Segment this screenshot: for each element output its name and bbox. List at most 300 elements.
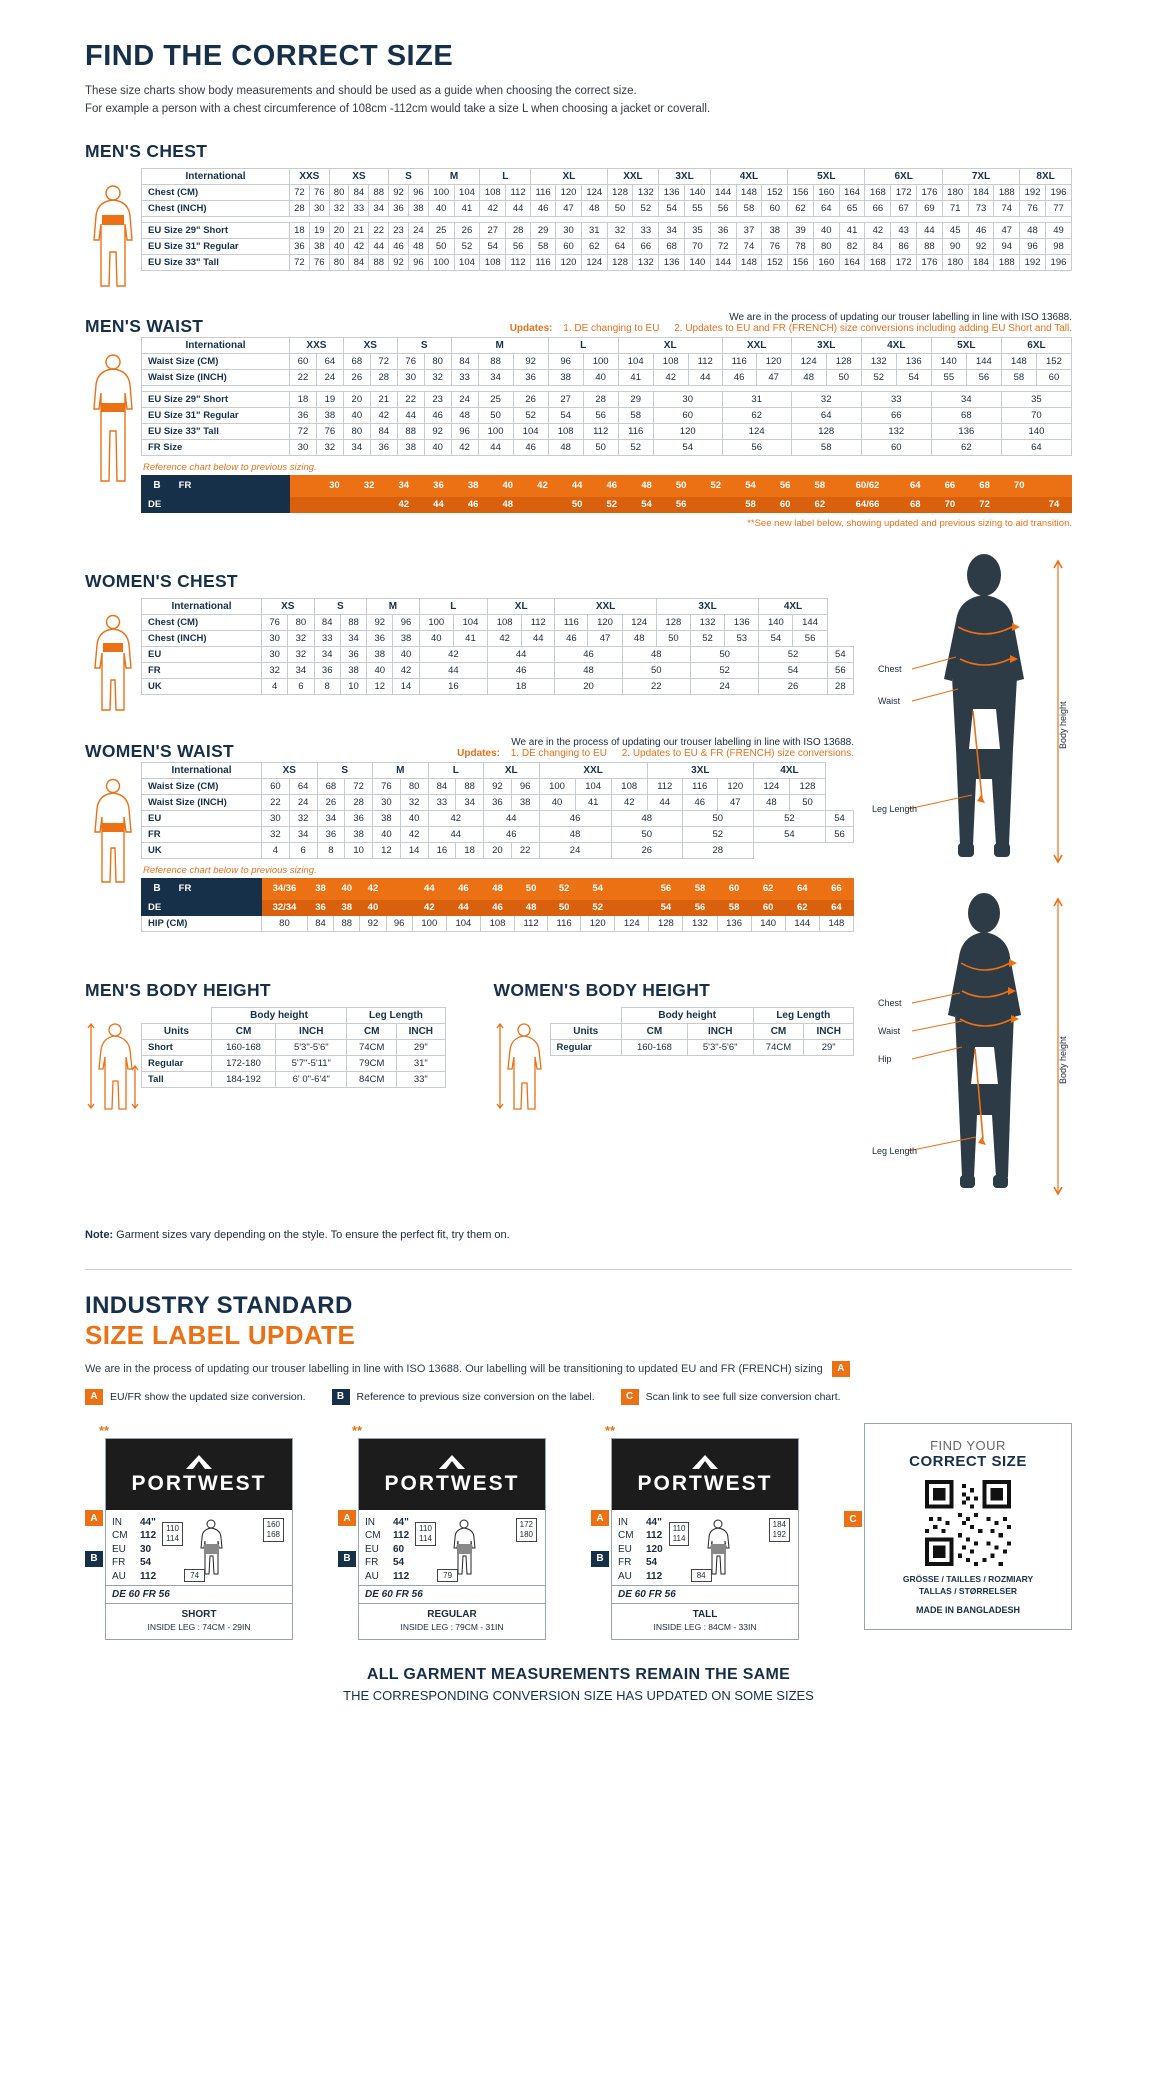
- row-label: Waist Size (CM): [142, 353, 290, 369]
- cell: 108: [653, 353, 688, 369]
- col-3xl: 3XL: [647, 762, 753, 778]
- cell: 54: [733, 475, 768, 496]
- cell: 34: [288, 662, 314, 678]
- photo-label-hip: Hip: [878, 1053, 892, 1064]
- cell: 72: [345, 778, 373, 794]
- cell: 32: [791, 391, 861, 407]
- cell: 60: [717, 878, 751, 899]
- col-s: S: [397, 337, 451, 353]
- cell: 96: [511, 778, 539, 794]
- code-value: 112: [393, 1570, 410, 1582]
- cell: 30: [262, 630, 288, 646]
- cell: 54: [753, 826, 825, 842]
- cell: 12: [373, 842, 401, 858]
- row-label: EU: [142, 646, 262, 662]
- height-value-2: 192: [772, 1529, 786, 1539]
- cell: 36: [513, 369, 548, 385]
- cell: 22: [397, 391, 424, 407]
- col-xxl: XXL: [539, 762, 647, 778]
- cell: 92: [484, 778, 512, 794]
- cell: 30: [556, 222, 582, 238]
- code-value: 112: [646, 1570, 663, 1582]
- cell: 128: [826, 353, 861, 369]
- update-2: 2. Updates to EU & FR (FRENCH) size conversions.: [621, 747, 854, 759]
- cell: 46: [722, 369, 756, 385]
- cell: 25: [428, 222, 454, 238]
- height-value-1: 160: [266, 1519, 280, 1529]
- cell: 46: [594, 475, 629, 496]
- row-label: Waist Size (INCH): [142, 794, 262, 810]
- col-s: S: [389, 168, 429, 184]
- cell: 54: [759, 662, 827, 678]
- model-photos: [872, 549, 1072, 1209]
- cell: 120: [653, 423, 722, 439]
- cell: 90: [942, 238, 968, 254]
- womens-chest-table: [141, 598, 854, 695]
- cell: 120: [756, 353, 791, 369]
- cell: 58: [803, 475, 838, 496]
- table-header-row: [142, 598, 854, 614]
- cell: 40: [583, 369, 618, 385]
- col-4xl: 4XL: [861, 337, 931, 353]
- col-xl: XL: [484, 762, 540, 778]
- cell: 120: [588, 614, 622, 630]
- cell: 24: [690, 678, 758, 694]
- col-international: International: [142, 762, 262, 778]
- cell: 34: [386, 475, 421, 496]
- brand-name: PORTWEST: [637, 1471, 773, 1495]
- col-3xl: 3XL: [659, 168, 711, 184]
- cell: 42: [428, 810, 484, 826]
- cell: 38: [334, 899, 360, 915]
- cell: 60: [262, 778, 290, 794]
- cell: 46: [456, 496, 491, 512]
- badge-c-qr: C: [844, 1511, 862, 1527]
- col-5xl: 5XL: [931, 337, 1001, 353]
- cell: 56: [768, 475, 803, 496]
- cell: [1002, 496, 1037, 512]
- legend-item-a: [85, 1389, 306, 1405]
- cell: 76: [1020, 200, 1046, 216]
- cell: 35: [685, 222, 711, 238]
- cell: 34/36: [262, 878, 308, 899]
- label-fit: [612, 1603, 798, 1639]
- cell: 34: [343, 439, 370, 455]
- cell: 58: [733, 496, 768, 512]
- cell: 38: [511, 794, 539, 810]
- cell: 28: [827, 678, 853, 694]
- female-waist-figure: [85, 762, 141, 891]
- cell: 116: [722, 353, 756, 369]
- cell: 26: [513, 391, 548, 407]
- inside-leg: INSIDE LEG : 74CM - 29IN: [147, 1622, 251, 1633]
- mens-waist-thead: [142, 337, 1072, 353]
- cell: 40: [393, 646, 419, 662]
- cell: 16: [428, 842, 456, 858]
- col-6xl: 6XL: [865, 168, 942, 184]
- cell: 36: [340, 646, 366, 662]
- cell: 54: [659, 200, 685, 216]
- cell: 88: [456, 778, 484, 794]
- cell: 46: [555, 646, 622, 662]
- cell: 38: [456, 475, 491, 496]
- cell: 4: [262, 842, 290, 858]
- cell: 34: [659, 222, 685, 238]
- female-height-figure: [494, 1007, 550, 1116]
- cell: 48: [629, 475, 664, 496]
- cell: 36: [290, 238, 310, 254]
- cell: 52: [698, 475, 733, 496]
- fit-note-text: Garment sizes vary depending on the style. To ensure the perfect fit, try them on.: [113, 1228, 510, 1241]
- table-header-row: [142, 762, 854, 778]
- cell: 36: [290, 407, 317, 423]
- cell: 38: [316, 407, 343, 423]
- cell: 18: [488, 678, 555, 694]
- row-label: UK: [142, 842, 262, 858]
- cell: 42: [400, 826, 428, 842]
- cell: 92: [968, 238, 994, 254]
- cell: 128: [791, 423, 861, 439]
- male-model-illustration: [872, 549, 1072, 879]
- cell: 42: [525, 475, 560, 496]
- row-label: HIP (CM): [142, 915, 262, 931]
- mens-body-height: [85, 958, 446, 1116]
- waist-value-2: 114: [419, 1533, 432, 1543]
- cell: 92: [360, 915, 386, 931]
- cell: 73: [968, 200, 994, 216]
- col-l: L: [428, 762, 484, 778]
- cell: 50: [478, 407, 513, 423]
- cell: 48: [451, 407, 478, 423]
- waist-box: [415, 1522, 436, 1546]
- cell: 74: [736, 238, 762, 254]
- cell: 66: [633, 238, 659, 254]
- male-torso-figure: [85, 168, 141, 292]
- cell: 156: [788, 184, 814, 200]
- cell: 42: [393, 662, 419, 678]
- code-value: 120: [646, 1543, 663, 1555]
- cell: 54: [759, 630, 793, 646]
- cell: 188: [994, 254, 1020, 270]
- cell: 144: [785, 915, 819, 931]
- cell: 44: [560, 475, 595, 496]
- cell: 40: [490, 475, 525, 496]
- cell: 50: [789, 794, 825, 810]
- code-value: 112: [646, 1530, 663, 1542]
- cell: 28: [370, 369, 397, 385]
- table-row: [142, 184, 1072, 200]
- update-2: 2. Updates to EU and FR (FRENCH) size conversions including adding EU Short and Tall.: [674, 322, 1072, 334]
- cell: 46: [389, 238, 409, 254]
- male-waist-icon: [85, 351, 141, 486]
- cell: 56: [583, 407, 618, 423]
- code-key: IN: [618, 1516, 628, 1528]
- cell: 136: [725, 614, 759, 630]
- mens-waist-table-wrap: [141, 337, 1072, 529]
- col-cm-leg: CM: [753, 1023, 804, 1039]
- cell: 38: [345, 826, 373, 842]
- cell: 168: [865, 254, 891, 270]
- section-title-mens-waist: MEN'S WAIST: [85, 315, 204, 336]
- cell: 72: [967, 496, 1002, 512]
- updates-label: Updates:: [457, 747, 500, 759]
- cell: 74: [1037, 496, 1072, 512]
- mens-waist-update-line: We are in the process of updating our trouser labelling in line with ISO 13688.: [729, 311, 1072, 323]
- cell: 164: [839, 254, 865, 270]
- waist-value-1: 110: [166, 1523, 179, 1533]
- cell: 66: [861, 407, 931, 423]
- cell: 48: [622, 646, 690, 662]
- table-row: [142, 1039, 446, 1055]
- label-stars: **: [99, 1422, 110, 1438]
- cell: 40: [419, 630, 453, 646]
- cell: 29": [804, 1039, 854, 1055]
- badge-a: A: [85, 1389, 103, 1405]
- cell: 46: [682, 794, 717, 810]
- waist-value-2: 114: [672, 1533, 686, 1543]
- cell: 18: [290, 391, 317, 407]
- legend-row: [85, 1389, 1072, 1405]
- cell: 26: [759, 678, 827, 694]
- cell: 5'3"-5'6": [276, 1039, 347, 1055]
- cell: 42: [865, 222, 891, 238]
- cell: 124: [791, 353, 826, 369]
- row-label: FR: [142, 826, 262, 842]
- cell: 10: [345, 842, 373, 858]
- cell: 128: [656, 614, 690, 630]
- code-value: 112: [140, 1530, 157, 1542]
- cell: 196: [1045, 254, 1071, 270]
- code-key: AU: [618, 1570, 632, 1582]
- industry-title-line1: INDUSTRY STANDARD: [85, 1291, 353, 1319]
- cell: 42: [386, 496, 421, 512]
- cell: 77: [1045, 200, 1071, 216]
- col-cm: CM: [211, 1023, 275, 1039]
- qr-made-in: MADE IN BANGLADESH: [915, 1605, 1020, 1616]
- cell: 24: [539, 842, 611, 858]
- cell: 42: [370, 407, 397, 423]
- cell: 128: [789, 778, 825, 794]
- col-xs: XS: [262, 598, 315, 614]
- womens-waist-reference-note: Reference chart below to previous sizing.: [143, 864, 317, 876]
- cell: 160: [813, 254, 839, 270]
- garment-label: [358, 1438, 546, 1641]
- row-label: Chest (INCH): [142, 200, 290, 216]
- cell: 58: [683, 878, 717, 899]
- cell: 64: [1001, 439, 1071, 455]
- legend-text-c: Scan link to see full size conversion chart.: [645, 1390, 841, 1403]
- col-m: M: [373, 762, 429, 778]
- cell: 44: [419, 662, 487, 678]
- fit-note-label: Note:: [85, 1228, 114, 1241]
- cell: 88: [334, 915, 360, 931]
- col-leg-length: Leg Length: [347, 1007, 445, 1023]
- col-inch-leg: INCH: [804, 1023, 854, 1039]
- cell: [303, 496, 317, 512]
- cell: 41: [839, 222, 865, 238]
- cell: 38: [393, 630, 419, 646]
- cell: 46: [555, 630, 588, 646]
- cell: 41: [454, 200, 480, 216]
- cell: 29: [618, 391, 653, 407]
- cell: 18: [290, 222, 310, 238]
- cell: 25: [478, 391, 513, 407]
- cell: 6: [288, 678, 314, 694]
- col-inch: INCH: [276, 1023, 347, 1039]
- cell: 152: [1036, 353, 1071, 369]
- row-label: FR: [178, 883, 192, 895]
- col-international: International: [142, 168, 290, 184]
- cell: 80: [400, 778, 428, 794]
- cell: 172: [891, 254, 917, 270]
- cell: 32: [607, 222, 633, 238]
- cell: 60: [861, 439, 931, 455]
- cell: 46: [480, 899, 514, 915]
- inside-leg: INSIDE LEG : 79CM - 31IN: [400, 1622, 504, 1633]
- col-l: L: [548, 337, 618, 353]
- cell: 160: [813, 184, 839, 200]
- mens-waist-table: [141, 337, 1072, 456]
- cell: 100: [583, 353, 618, 369]
- cell: 24: [289, 794, 317, 810]
- qr-card[interactable]: [864, 1423, 1072, 1631]
- cell: 100: [478, 423, 513, 439]
- cell: 104: [513, 423, 548, 439]
- row-label: Regular: [550, 1039, 621, 1055]
- photo-label-leg-length: Leg Length: [872, 803, 918, 814]
- cell: 54: [653, 439, 722, 455]
- col-xxs: XXS: [290, 337, 344, 353]
- cell: 62: [751, 878, 785, 899]
- cell: 40: [428, 200, 454, 216]
- cell: 188: [994, 184, 1020, 200]
- cell: 24: [451, 391, 478, 407]
- cell: 82: [839, 238, 865, 254]
- cell: 60/62: [837, 475, 898, 496]
- cell: 120: [581, 915, 615, 931]
- cell: 70: [685, 238, 711, 254]
- cell: 40: [334, 878, 360, 899]
- male-model-photo: [872, 549, 1072, 879]
- cell: 31: [722, 391, 791, 407]
- cell: 48: [791, 369, 826, 385]
- cell: 48: [539, 826, 611, 842]
- cell: 44: [428, 826, 484, 842]
- cell: 112: [506, 184, 531, 200]
- table-row-previous-de: [142, 899, 854, 915]
- cell: 112: [688, 353, 722, 369]
- table-row: [142, 794, 854, 810]
- cell: 132: [861, 353, 896, 369]
- cell: 144: [966, 353, 1001, 369]
- fit-note: [85, 1229, 1072, 1241]
- cell: 22: [262, 794, 290, 810]
- code-key: AU: [112, 1570, 126, 1582]
- cell: 46: [531, 200, 556, 216]
- label-previous-sizes: DE 60 FR 56: [359, 1585, 545, 1603]
- cell: 54: [480, 238, 506, 254]
- womens-waist-table-wrap: [141, 762, 854, 932]
- cell: 84: [865, 238, 891, 254]
- cell: 60: [290, 353, 317, 369]
- mens-waist-previous-table: [141, 475, 1072, 513]
- cell: 46: [484, 826, 540, 842]
- cell: 108: [480, 184, 506, 200]
- label-codes: [618, 1516, 663, 1584]
- closing-line-2: THE CORRESPONDING CONVERSION SIZE HAS UPDATED ON SOME SIZES: [343, 1688, 814, 1704]
- cell: 34: [317, 810, 345, 826]
- cell: 44: [484, 810, 540, 826]
- cell: 128: [607, 254, 633, 270]
- cell: 36: [367, 630, 393, 646]
- cell: 84: [307, 915, 333, 931]
- cell: 47: [717, 794, 753, 810]
- cell: 78: [788, 238, 814, 254]
- cell: 64/66: [837, 496, 898, 512]
- cell: 44: [506, 200, 531, 216]
- cell: 50: [428, 238, 454, 254]
- womens-chest-table-wrap: [141, 598, 854, 695]
- mens-chest-thead: [142, 168, 1072, 184]
- cell: 33: [633, 222, 659, 238]
- womens-body-height-table: [550, 1007, 855, 1056]
- cell: 30: [262, 810, 290, 826]
- cell: 86: [891, 238, 917, 254]
- cell: 116: [682, 778, 717, 794]
- cell: 140: [685, 254, 711, 270]
- cell: 46: [446, 878, 480, 899]
- cell: 84: [349, 184, 369, 200]
- cell: 23: [424, 391, 451, 407]
- qr-code-icon[interactable]: [925, 1480, 1011, 1566]
- cell: 76: [397, 353, 424, 369]
- cell: 140: [751, 915, 785, 931]
- col-l: L: [419, 598, 487, 614]
- female-height-icon: [494, 1021, 550, 1111]
- cell: 68: [343, 353, 370, 369]
- col-l: L: [480, 168, 531, 184]
- height-box: [769, 1518, 790, 1542]
- label-previous-sizes: DE 60 FR 56: [612, 1585, 798, 1603]
- badge-c: C: [621, 1389, 639, 1405]
- cell: 42: [611, 794, 647, 810]
- table-row: [142, 369, 1072, 385]
- cell: 88: [397, 423, 424, 439]
- cell: 84: [349, 254, 369, 270]
- cell: 28: [290, 200, 310, 216]
- cell: [386, 899, 412, 915]
- cell: 8: [314, 678, 340, 694]
- womens-waist-previous-table: [141, 878, 854, 932]
- qr-languages: [875, 1574, 1061, 1598]
- cell: 112: [506, 254, 531, 270]
- cell: 116: [531, 184, 556, 200]
- trouser-figure-icon: [447, 1518, 481, 1576]
- cell: 84: [314, 614, 340, 630]
- cell: 148: [819, 915, 853, 931]
- cell: 36: [314, 662, 340, 678]
- cell: 48: [515, 899, 548, 915]
- cell: 20: [555, 678, 622, 694]
- height-box: [263, 1518, 284, 1542]
- row-label: EU Size 29" Short: [142, 391, 290, 407]
- cell: 30: [397, 369, 424, 385]
- badge-a-inline: A: [832, 1361, 850, 1377]
- cell: 50: [622, 662, 690, 678]
- update-1: 1. DE changing to EU: [563, 322, 660, 334]
- cell: 32: [288, 646, 314, 662]
- cell: 48: [548, 439, 583, 455]
